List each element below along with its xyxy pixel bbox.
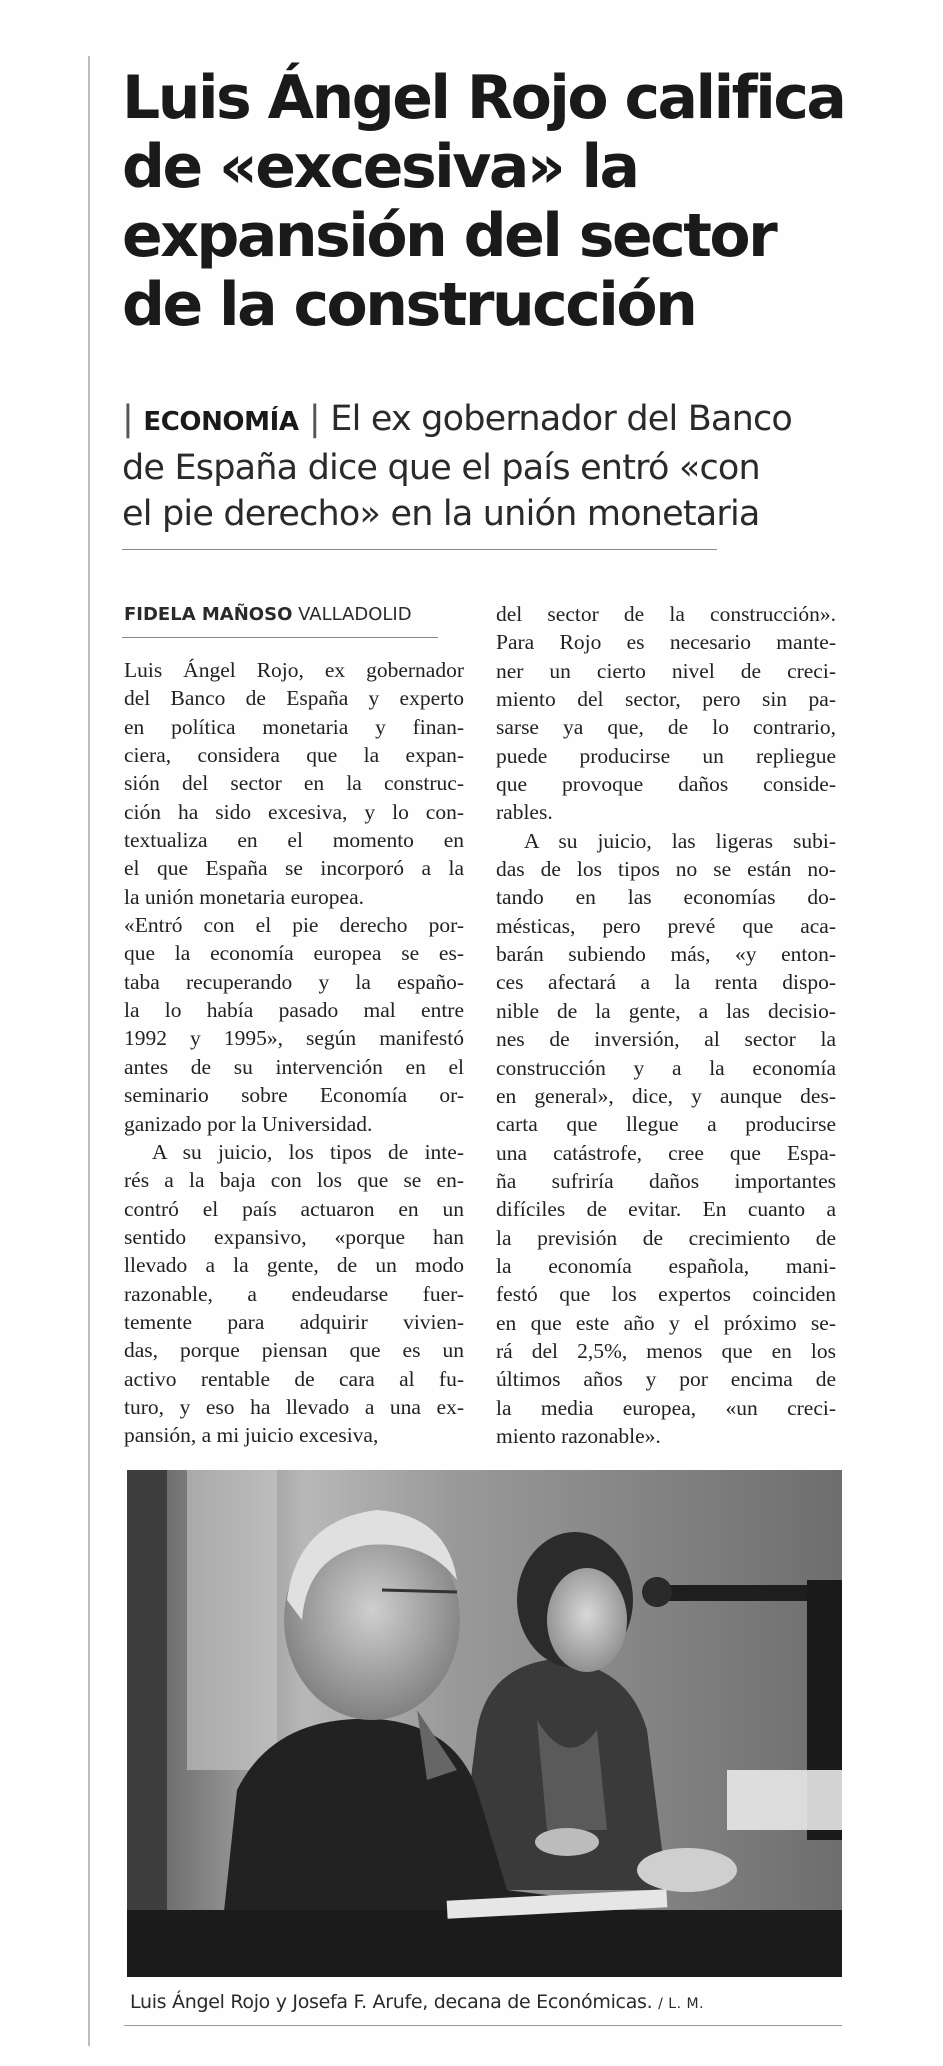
article-text-line: rés a la baja con los que se en-: [124, 1168, 464, 1193]
article-text-line: la unión monetaria europea.: [124, 884, 364, 909]
article-text-line: del Banco de España y experto: [124, 686, 464, 711]
article-text-line: mésticas, pero prevé que aca-: [496, 913, 836, 938]
deck-text: El ex gobernador del Banco: [330, 399, 793, 439]
author-name: FIDELA MAÑOSO: [124, 604, 293, 625]
article-text-line: das, porque piensan que es un: [124, 1338, 464, 1363]
article-text-line: nes de inversión, al sector la: [496, 1027, 836, 1052]
article-text-line: A su juicio, las ligeras subi-: [524, 828, 836, 853]
article-text-line: carta que llegue a producirse: [496, 1112, 836, 1137]
caption-text: Luis Ángel Rojo y Josefa F. Arufe, decana de Económicas.: [130, 1991, 653, 2013]
article-text-line: taba recuperando y la españo-: [124, 969, 464, 994]
article-text-line: últimos años y por encima de: [496, 1367, 836, 1392]
article-column-2: [496, 600, 836, 1450]
article-text-line: sión del sector en la construc-: [124, 771, 464, 796]
article-text-line: que la economía europea se es-: [124, 941, 464, 966]
byline: [124, 603, 412, 627]
article-text-line: pansión, a mi juicio excesiva,: [124, 1423, 379, 1448]
article-text-line: ces afectará a la renta dispo-: [496, 970, 836, 995]
article-text-line: sarse ya que, de lo contrario,: [496, 715, 836, 740]
article-photo: [127, 1470, 842, 1977]
article-text-line: ganizado por la Universidad.: [124, 1111, 373, 1136]
article-text-line: nible de la gente, a las decisio-: [496, 998, 836, 1023]
article-text-line: puede producirse un repliegue: [496, 743, 836, 768]
photo-caption: [130, 1990, 704, 2016]
article-text-line: rá del 2,5%, menos que en los: [496, 1338, 836, 1363]
article-text-line: «Entró con el pie derecho por-: [124, 913, 464, 938]
dateline-location: VALLADOLID: [298, 604, 412, 625]
article-text-line: construcción y a la economía: [496, 1055, 836, 1080]
article-text-line: miento del sector, pero sin pa-: [496, 687, 836, 712]
headline-line: de «excesiva» la: [122, 132, 638, 202]
headline-line: Luis Ángel Rojo califica: [122, 63, 845, 133]
article-text-line: la lo había pasado mal entre: [124, 998, 464, 1023]
article-text-line: rables.: [496, 800, 553, 825]
article-text-line: textualiza en el momento en: [124, 828, 464, 853]
section-label: ECONOMÍA: [143, 407, 299, 437]
article-text-line: barán subiendo más, «y enton-: [496, 942, 836, 967]
article-text-line: activo rentable de cara al fu-: [124, 1366, 464, 1391]
article-text-line: A su juicio, los tipos de inte-: [152, 1139, 464, 1164]
deck-line: | ECONOMÍA | El ex gobernador del Banco: [122, 399, 793, 439]
article-text-line: ña sufriría daños importantes: [496, 1168, 836, 1193]
article-text-line: la media europea, «un creci-: [496, 1395, 836, 1420]
article-text-line: antes de su intervención en el: [124, 1054, 464, 1079]
article-text-line: tando en las economías do-: [496, 885, 836, 910]
photo-credit: / L. M.: [658, 1996, 705, 2012]
deck-divider: [122, 549, 717, 550]
article-text-line: la previsión de crecimiento de: [496, 1225, 836, 1250]
article-text-line: turo, y eso ha llevado a una ex-: [124, 1394, 464, 1419]
article-text-line: das de los tipos no se están no-: [496, 857, 836, 882]
subheadline: [122, 396, 842, 537]
article-text-line: que provoque daños conside-: [496, 772, 836, 797]
article-text-line: festó que los expertos coinciden: [496, 1282, 836, 1307]
article-text-line: el que España se incorporó a la: [124, 856, 464, 881]
article-text-line: ción ha sido excesiva, y lo con-: [124, 799, 464, 824]
deck-line: el pie derecho» en la unión monetaria: [122, 494, 760, 534]
article-text-line: miento razonable».: [496, 1423, 661, 1448]
article-text-line: sentido expansivo, «porque han: [124, 1224, 464, 1249]
article-text-line: ner un cierto nivel de creci-: [496, 658, 836, 683]
article-text-line: del sector de la construcción».: [496, 602, 836, 626]
article-text-line: en política monetaria y finan-: [124, 714, 464, 739]
article-text-line: llevado a la gente, de un modo: [124, 1253, 464, 1278]
article-text-line: contró el país actuaron en un: [124, 1196, 464, 1221]
article-text-line: en general», dice, y aunque des-: [496, 1083, 836, 1108]
byline-divider: [122, 637, 438, 638]
bottom-divider: [124, 2025, 842, 2026]
article-text-line: razonable, a endeudarse fuer-: [124, 1281, 464, 1306]
deck-line: de España dice que el país entró «con: [122, 448, 760, 488]
article-text-line: Para Rojo es necesario mante-: [496, 630, 836, 655]
headline-line: expansión del sector: [122, 201, 776, 271]
photo-illustration: [127, 1470, 842, 1977]
article-text-line: en que este año y el próximo se-: [496, 1310, 836, 1335]
article-text-line: difíciles de evitar. En cuanto a: [496, 1197, 836, 1222]
headline: [122, 63, 845, 340]
article-text-line: la economía española, mani-: [496, 1253, 836, 1278]
article-text-line: ciera, considera que la expan-: [124, 743, 464, 768]
headline-line: de la construcción: [122, 270, 696, 340]
article-text-line: seminario sobre Economía or-: [124, 1083, 464, 1108]
article-text-line: una catástrofe, cree que Espa-: [496, 1140, 836, 1165]
article-text-line: temente para adquirir vivien-: [124, 1309, 464, 1334]
page-margin-rule: [88, 56, 90, 2046]
article-text-line: 1992 y 1995», según manifestó: [124, 1026, 464, 1051]
article-text-line: Luis Ángel Rojo, ex gobernador: [124, 658, 464, 682]
article-column-1: [124, 656, 464, 1450]
